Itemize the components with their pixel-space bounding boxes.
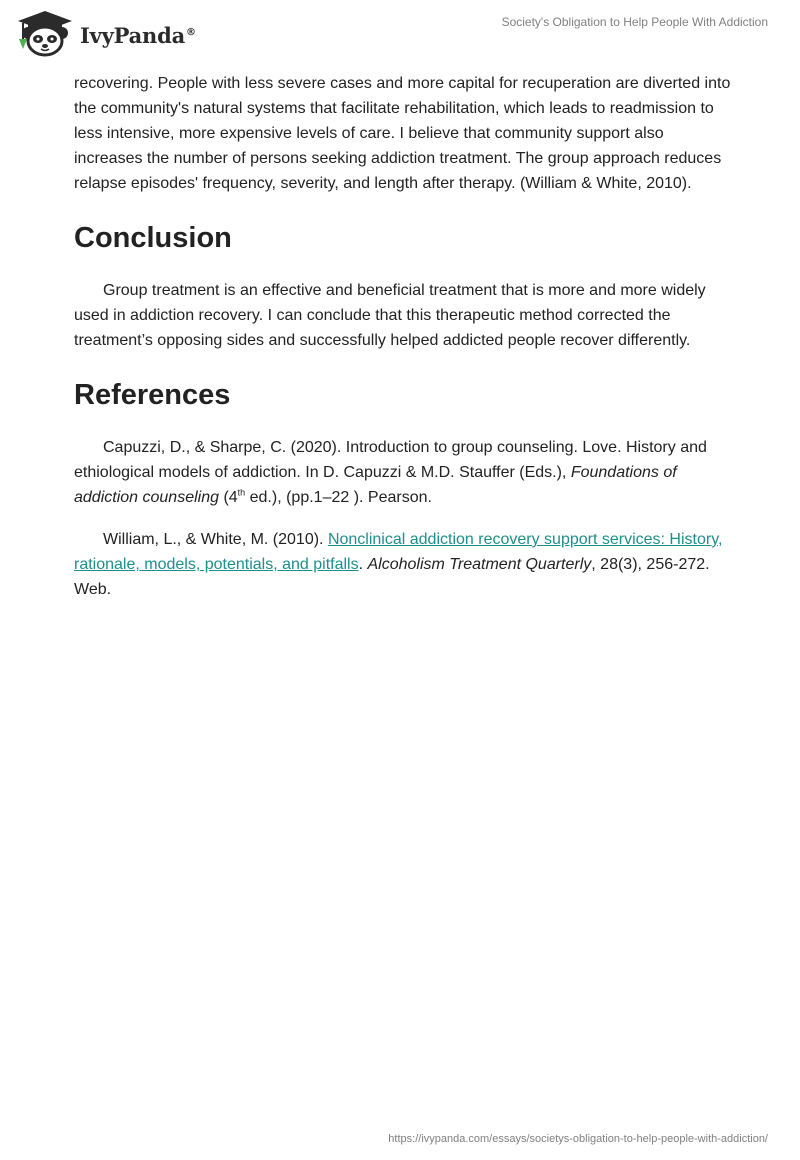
reference-entry: William, L., & White, M. (2010). Nonclinical addiction recovery support services: History, rationale, models, potentials, and pitfalls. Alcoholism Treatment Quarterly, 28(3), 256-272. Web.	[74, 531, 723, 598]
book-title: Foundations of addiction counseling	[74, 464, 677, 506]
essay-content	[74, 71, 734, 602]
source-url: https://ivypanda.com/essays/societys-obligation-to-help-people-with-addiction/	[388, 1133, 768, 1145]
intro-paragraph: recovering. People with less severe cases and more capital for recuperation are diverted into the community's natural systems that facilitate rehabilitation, which leads to readmission to less intensive, more expensive levels of care. I believe that community support also increases the number of persons seeking addiction treatment. The group approach reduces relapse episodes' frequency, severity, and length after therapy. (William & White, 2010).	[74, 75, 731, 192]
panda-graduate-icon	[14, 9, 76, 57]
conclusion-heading: Conclusion	[74, 222, 232, 254]
journal-title: Alcoholism Treatment Quarterly	[367, 556, 592, 573]
reference-entry: Capuzzi, D., & Sharpe, C. (2020). Introduction to group counseling. Love. History and ethiological models of addiction. In D. Capuzzi & M.D. Stauffer (Eds.), Foundations of addiction counseling (4th ed.), (pp.1–22 ). Pearson.	[74, 439, 707, 506]
ivypanda-logo[interactable]	[14, 9, 196, 57]
reference-link[interactable]: Nonclinical addiction recovery support services: History, rationale, models, potentials, and pitfalls	[74, 531, 723, 573]
running-title: Society's Obligation to Help People With Addiction	[501, 15, 768, 29]
brand-name: IvyPanda®	[80, 22, 196, 48]
references-heading: References	[74, 379, 231, 411]
page-header	[0, 0, 800, 70]
conclusion-paragraph: Group treatment is an effective and beneficial treatment that is more and more widely used in addiction recovery. I can conclude that this therapeutic method corrected the treatment’s opposing sides and successfully helped addicted people recover differently.	[74, 282, 706, 349]
